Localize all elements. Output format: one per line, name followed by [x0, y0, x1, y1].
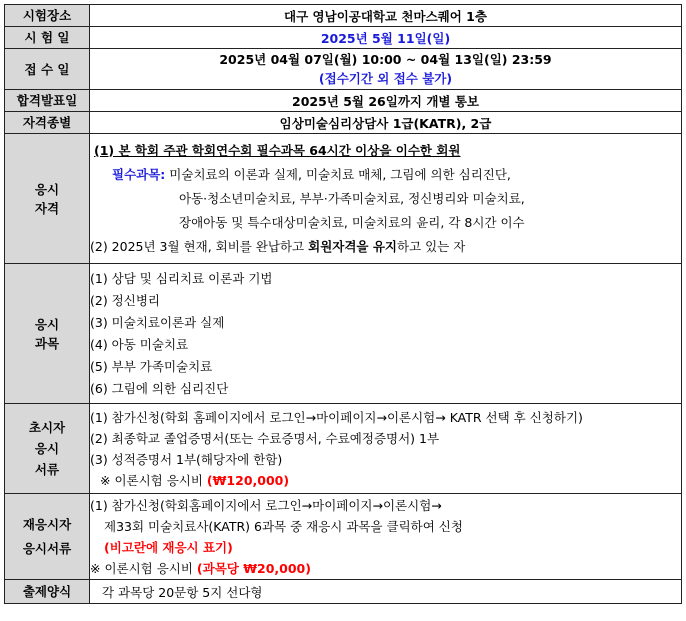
required-subjects-label: 필수과목:	[112, 166, 166, 182]
subjects-label-line2: 과목	[34, 335, 60, 351]
qualification-value: 임상미술심리상담사 1급(KATR), 2급	[90, 112, 682, 134]
subject-item: (2) 정신병리	[90, 292, 160, 308]
subject-item: (1) 상담 및 심리치료 이론과 기법	[90, 270, 273, 286]
eligibility-row	[5, 134, 682, 264]
qualification-label: 자격종별	[5, 112, 90, 134]
announcement-label: 합격발표일	[5, 90, 90, 112]
exam-date-label: 시 험 일	[5, 27, 90, 49]
qualification-row	[5, 112, 682, 134]
venue-value: 대구 영남이공대학교 천마스퀘어 1층	[90, 5, 682, 27]
announcement-value: 2025년 5월 26일까지 개별 통보	[90, 90, 682, 112]
exam-date-row	[5, 27, 682, 49]
application-period: 2025년 04월 07일(월) 10:00 ~ 04월 13일(일) 23:59	[219, 52, 552, 67]
subject-item: (4) 아동 미술치료	[90, 336, 189, 352]
first-docs-item: (3) 성적증명서 1부(해당자에 한함)	[90, 451, 283, 467]
exam-date-value: 2025년 5월 11일(일)	[90, 27, 682, 49]
application-note: (접수기간 외 접수 불가)	[318, 71, 453, 86]
subjects-row	[5, 264, 682, 404]
subject-item: (6) 그림에 의한 심리진단	[90, 380, 229, 396]
eligibility-label-line1: 응시	[34, 181, 60, 197]
announcement-row	[5, 90, 682, 112]
retake-docs-item-line2: 제33회 미술치료사(KATR) 6과목 중 재응시 과목을 클릭하여 신청	[104, 518, 463, 534]
venue-row	[5, 5, 682, 27]
venue-label: 시험장소	[5, 5, 90, 27]
eligibility-item-2-emphasis: 회원자격을 유지	[308, 238, 398, 254]
required-subjects-line1: 미술치료의 이론과 실제, 미술치료 매체, 그림에 의한 심리진단,	[169, 166, 511, 182]
retake-docs-label-line2: 응시서류	[22, 540, 72, 556]
required-subjects-line2: 아동·청소년미술치료, 부부·가족미술치료, 정신병리와 미술치료,	[179, 190, 525, 206]
required-subjects-line3: 장애아동 및 특수대상미술치료, 미술치료의 윤리, 각 8시간 이수	[179, 214, 525, 230]
subject-item: (3) 미술치료이론과 실제	[90, 314, 225, 330]
eligibility-label-line2: 자격	[34, 200, 60, 216]
first-docs-label-line2: 응시	[34, 441, 60, 456]
retake-docs-label-line1: 재응시자	[22, 516, 72, 532]
first-docs-item: (1) 참가신청(학회 홈페이지에서 로그인→마이페이지→이론시험→ KATR 선택 후 신청하기)	[90, 409, 583, 425]
application-row	[5, 49, 682, 90]
exam-info-table	[4, 4, 682, 604]
retake-docs-note: (비고란에 재응시 표기)	[104, 539, 233, 555]
retake-docs-fee-amount: (과목당 ₩20,000)	[196, 560, 311, 576]
first-docs-row	[5, 404, 682, 494]
retake-docs-row	[5, 494, 682, 580]
eligibility-item-2-end: 하고 있는 자	[397, 238, 466, 254]
eligibility-item-1: (1) 본 학회 주관 학회연수회 필수과목 64시간 이상을 이수한 회원	[94, 142, 461, 158]
retake-docs-item-line1: (1) 참가신청(학회홈페이지에서 로그인→마이페이지→이론시험→	[90, 497, 442, 513]
retake-docs-fee-text: ※ 이론시험 응시비	[90, 560, 197, 576]
first-docs-label-line1: 초시자	[28, 420, 66, 435]
first-docs-fee-amount: (₩120,000)	[206, 472, 290, 488]
format-label: 출제양식	[5, 580, 90, 604]
subjects-label-line1: 응시	[34, 316, 60, 332]
eligibility-item-2-text: (2) 2025년 3월 현재, 회비를 완납하고	[90, 238, 309, 254]
format-row	[5, 580, 682, 604]
application-label: 접 수 일	[5, 49, 90, 90]
subject-item: (5) 부부 가족미술치료	[90, 358, 213, 374]
first-docs-item: (2) 최종학교 졸업증명서(또는 수료증명서, 수료예정증명서) 1부	[90, 430, 440, 446]
first-docs-fee-text: ※ 이론시험 응시비	[100, 472, 207, 488]
first-docs-label-line3: 서류	[34, 462, 60, 477]
format-value: 각 과목당 20문항 5지 선다형	[90, 580, 682, 604]
